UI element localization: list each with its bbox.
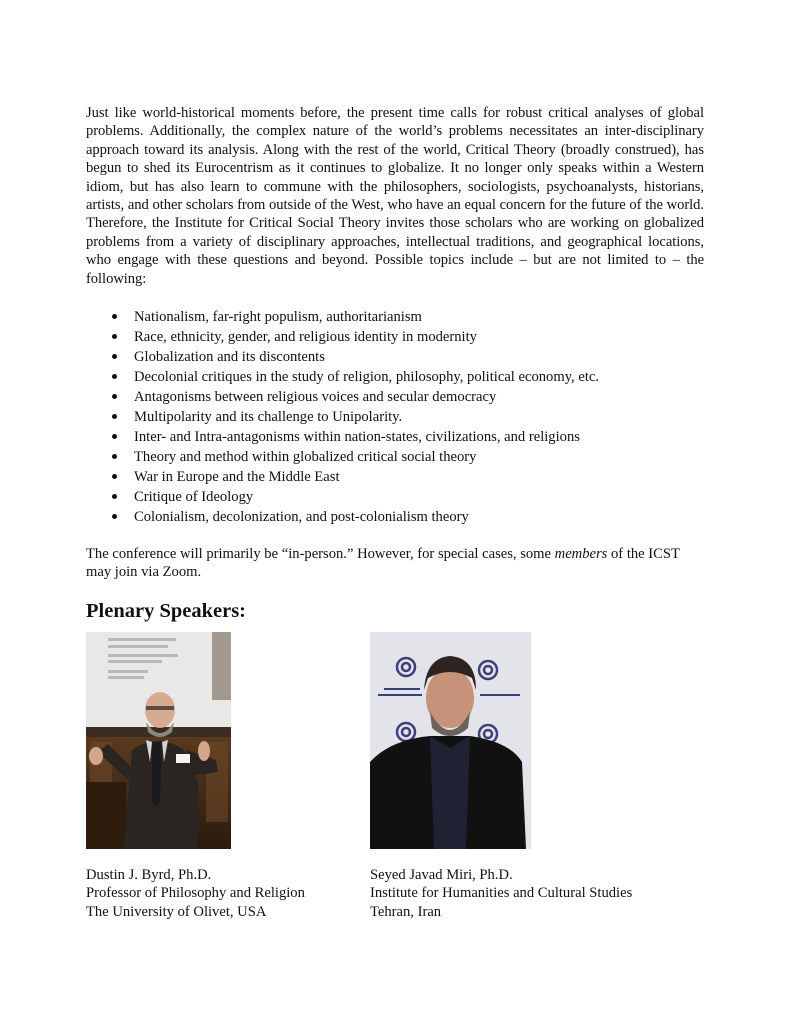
document-body [86,104,704,623]
bullet-icon [112,374,117,379]
speaker-name: Dustin J. Byrd, Ph.D. [86,867,212,883]
members-emphasis: members [554,546,608,563]
topic-text: Multipolarity and its challenge to Unipolarity. [134,409,403,426]
speaker-affiliation: The University of Olivet, USA [86,903,267,920]
speaker-name: Seyed Javad Miri, Ph.D. [370,867,513,883]
bullet-icon [112,414,117,419]
topic-text: Critique of Ideology [134,489,254,506]
topic-text: Decolonial critiques in the study of religion, philosophy, political economy, etc. [134,369,600,386]
list-item [86,327,704,347]
topic-text: Inter- and Intra-antagonisms within nation-states, civilizations, and religions [134,429,580,446]
list-item [86,467,704,487]
list-item [86,307,704,327]
topic-text: Globalization and its discontents [134,349,325,366]
speaker-caption [370,866,632,921]
list-item [86,387,704,407]
bullet-icon [112,474,117,479]
speaker-title: Institute for Humanities and Cultural Studies [370,885,633,902]
speaker-card [86,632,305,921]
list-item [86,347,704,367]
list-item [86,487,704,507]
speaker-caption [86,866,305,921]
topics-list [86,307,704,527]
bullet-icon [112,334,117,339]
topic-text: Antagonisms between religious voices and secular democracy [134,389,497,406]
attendance-note: The conference will primarily be “in-person.” However, for special cases, some members of the ICST may join via Zoom. [86,546,680,581]
bullet-icon [112,514,117,519]
speaker-card [370,632,632,921]
speaker-photo-lecturing [86,632,231,849]
list-item [86,447,704,467]
bullet-icon [112,314,117,319]
list-item [86,507,704,527]
bullet-icon [112,454,117,459]
speakers-heading: Plenary Speakers: [86,599,246,622]
intro-paragraph: Just like world-historical moments before, the present time calls for robust critical analyses of global problems. Additionally, the complex nature of the world’s problems necessitates an inter-disciplinary approach toward its analysis. Along with the rest of the world, Critical Theory (broadly construed), has begun to shed its Eurocentrism as it continues to globalize. It no longer only speaks within a Western idiom, but has also learn to commune with the philosophers, sociologists, psychoanalysts, historians, artists, and other scholars from outside of the West, who have an equal concern for the future of the world. Therefore, the Institute for Critical Social Theory invites those scholars who are working on globalized problems from a variety of disciplinary approaches, intellectual traditions, and geographical locations, who engage with these questions and beyond. Possible topics include – but are not limited to – the following: [86,105,704,287]
topic-text: Colonialism, decolonization, and post-colonialism theory [134,509,469,526]
speaker-affiliation: Tehran, Iran [370,903,442,920]
topic-text: Theory and method within globalized critical social theory [134,449,477,466]
bullet-icon [112,354,117,359]
speaker-title: Professor of Philosophy and Religion [86,885,305,902]
bullet-icon [112,494,117,499]
bullet-icon [112,434,117,439]
topic-text: Race, ethnicity, gender, and religious identity in modernity [134,329,477,346]
list-item [86,407,704,427]
topic-text: Nationalism, far-right populism, authoritarianism [134,309,422,326]
bullet-icon [112,394,117,399]
list-item [86,367,704,387]
topic-text: War in Europe and the Middle East [134,469,340,486]
speakers-section [86,632,706,932]
speaker-photo-portrait [370,632,531,849]
list-item [86,427,704,447]
